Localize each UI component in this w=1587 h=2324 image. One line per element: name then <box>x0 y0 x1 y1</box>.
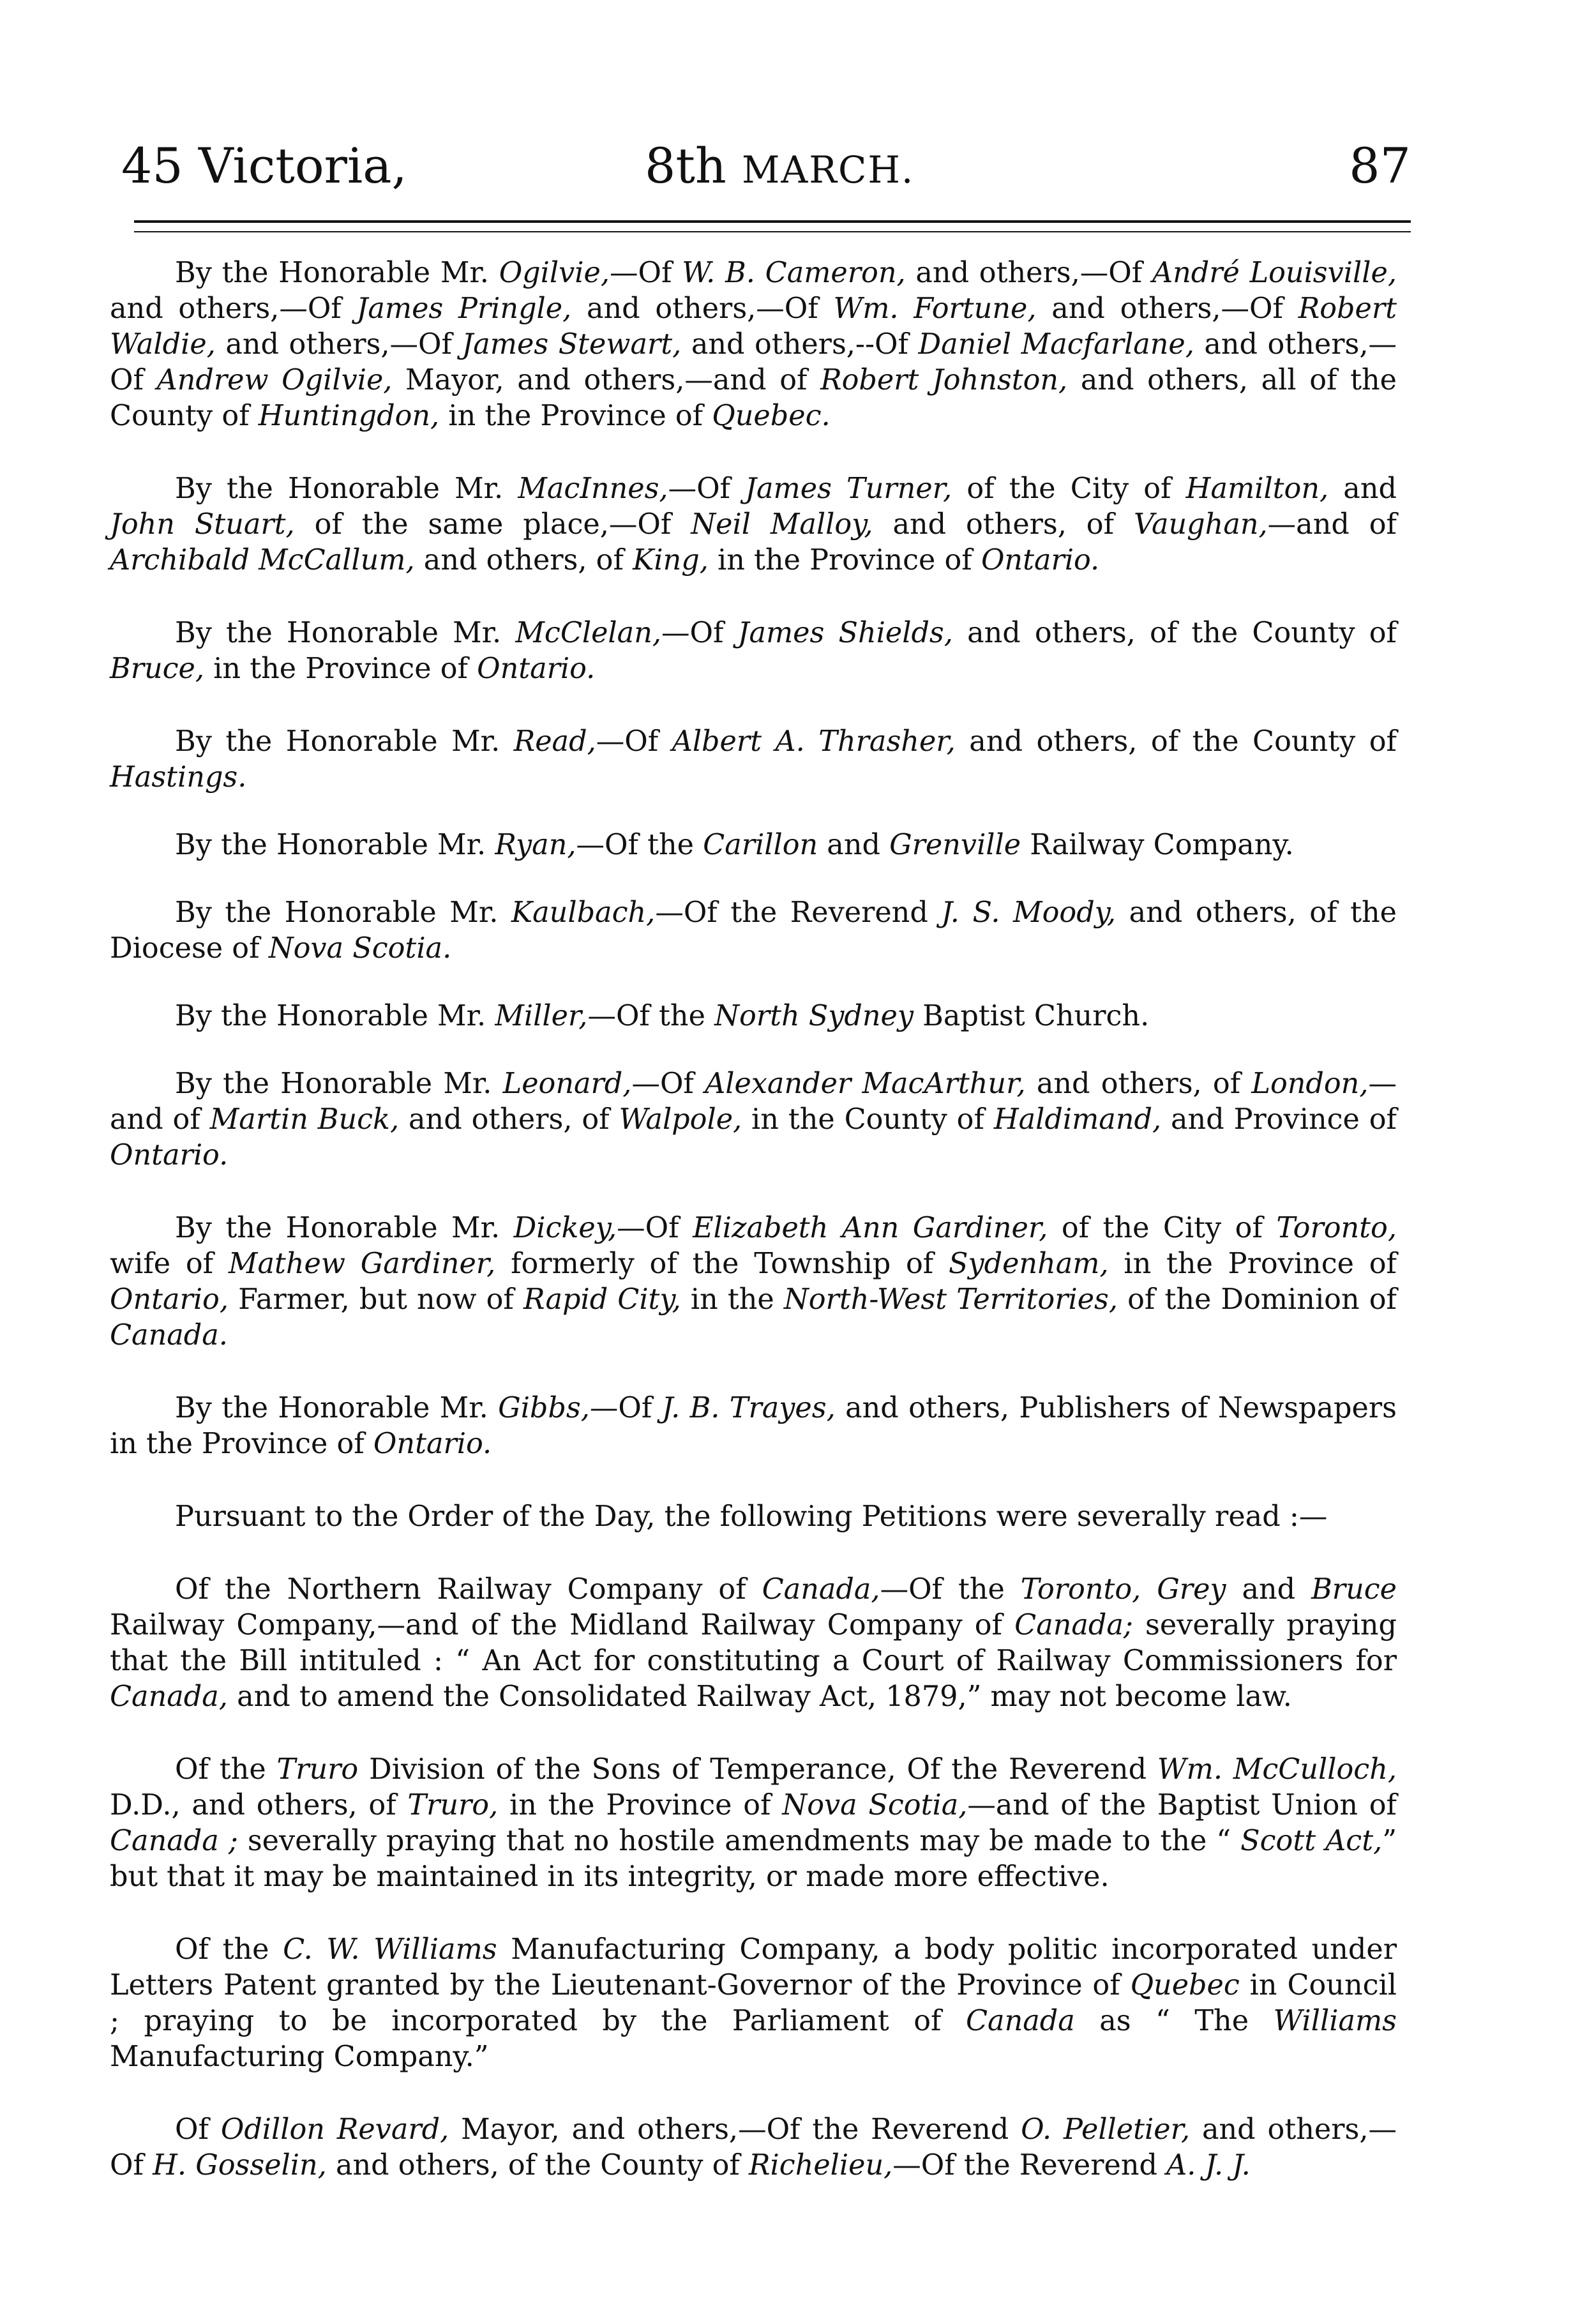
text-segment: and others,--Of <box>681 328 919 361</box>
text-segment: By the Honorable Mr. <box>175 725 514 758</box>
text-segment: and to amend the Consolidated Railway Act, 1879,” may not become law. <box>227 1680 1292 1713</box>
text-segment: and others, all of the County of <box>110 364 1397 432</box>
italic-text: Hastings. <box>110 761 247 794</box>
italic-text: Williams <box>1273 2005 1397 2037</box>
header-rule <box>134 220 1411 223</box>
italic-text: London, <box>1251 1068 1369 1100</box>
italic-text: Carillon <box>703 829 818 861</box>
italic-text: Canada. <box>110 1319 228 1352</box>
text-segment: of the City of <box>1048 1212 1277 1244</box>
text-segment: —Of <box>610 257 682 289</box>
text-segment: Railway Company,—and of the Midland Railway Company of <box>110 1609 1015 1641</box>
italic-text: Robert Johnston, <box>820 364 1068 396</box>
italic-text: Canada <box>965 2005 1075 2037</box>
italic-text: Albert A. Thrasher, <box>672 725 956 758</box>
paragraph-mcclelan <box>110 615 1397 687</box>
text-segment: —and of <box>110 1068 1397 1136</box>
text-segment: By the Honorable Mr. <box>175 896 511 929</box>
italic-text: Neil Malloy, <box>691 508 873 541</box>
paragraph-miller <box>110 999 1397 1034</box>
italic-text: J. B. Trayes, <box>661 1392 836 1424</box>
text-segment: of the same place,—Of <box>294 508 691 541</box>
text-segment: and others, of <box>1025 1068 1252 1100</box>
text-segment: Of <box>175 2113 221 2146</box>
italic-text: James Pringle, <box>356 292 572 325</box>
italic-text: J. S. Moody, <box>941 896 1117 929</box>
text-segment: By the Honorable Mr. <box>175 617 516 649</box>
italic-text: Ogilvie, <box>499 257 610 289</box>
paragraph-ogilvie <box>110 255 1397 434</box>
text-segment: —and of <box>1267 508 1397 541</box>
italic-text: Wm. Fortune, <box>833 292 1037 325</box>
session-label: 45 Victoria, <box>121 137 407 194</box>
text-segment: —Of <box>617 1212 693 1244</box>
text-segment: Railway Company. <box>1021 829 1294 861</box>
text-segment: By the Honorable Mr. <box>175 1392 499 1424</box>
italic-text: Alexander MacArthur, <box>705 1068 1026 1100</box>
text-segment: and others, Publishers of Newspapers in the Province of <box>110 1392 1397 1460</box>
italic-text: McClelan, <box>515 617 661 649</box>
italic-text: Hamilton, <box>1185 472 1329 505</box>
text-segment: and others,—Of <box>905 257 1152 289</box>
italic-text: Odillon Revard, <box>220 2113 449 2146</box>
italic-text: Scott Act, <box>1240 1825 1383 1857</box>
text-segment: wife of <box>110 1248 229 1280</box>
text-segment: of the Dominion of <box>1118 1283 1397 1316</box>
italic-text: Gibbs, <box>498 1392 590 1424</box>
italic-text: Mathew Gardiner, <box>228 1248 496 1280</box>
text-segment: and others,—Of <box>110 292 357 325</box>
text-segment: in Council ; praying to be incorporated by the Parliament of <box>110 1969 1397 2037</box>
text-segment: in the <box>681 1283 784 1316</box>
italic-text: Richelieu, <box>749 2149 893 2182</box>
text-segment: —Of <box>668 472 746 505</box>
paragraph-kaulbach <box>110 895 1397 967</box>
text-segment: By the Honorable Mr. <box>175 1068 503 1100</box>
italic-text: Canada, <box>762 1573 880 1606</box>
italic-text: W. B. Cameron, <box>682 257 906 289</box>
text-segment: and <box>818 829 890 861</box>
text-segment: By the Honorable Mr. <box>175 472 518 505</box>
text-segment: Baptist Church. <box>914 1000 1150 1032</box>
italic-text: Huntingdon, <box>258 400 440 432</box>
italic-text: Nova Scotia, <box>782 1789 968 1822</box>
text-segment: in the Province of <box>204 653 478 685</box>
text-segment: Of the <box>175 1933 283 1966</box>
text-segment: and others, of <box>414 544 633 577</box>
text-segment: Of the <box>175 1753 277 1786</box>
text-segment: and <box>1226 1573 1312 1606</box>
italic-text: Vaughan, <box>1133 508 1268 541</box>
text-segment: By the Honorable Mr. <box>175 1212 514 1244</box>
text-segment: By the Honorable Mr. <box>175 257 499 289</box>
italic-text: James Turner, <box>745 472 952 505</box>
italic-text: Canada; <box>1014 1609 1133 1641</box>
italic-text: MacInnes, <box>518 472 668 505</box>
italic-text: John Stuart, <box>110 508 295 541</box>
text-segment: and others, of the County of <box>952 617 1397 649</box>
paragraph-gibbs <box>110 1391 1397 1462</box>
text-segment: —Of <box>631 1068 705 1100</box>
italic-text: C. W. Williams <box>283 1933 497 1966</box>
text-segment: severally praying that no hostile amendments may be made to the “ <box>237 1825 1241 1857</box>
text-segment: Mayor, and others,—Of the Reverend <box>449 2113 1021 2146</box>
italic-text: A. J. J. <box>1166 2149 1251 2182</box>
italic-text: Ontario. <box>477 653 596 685</box>
text-segment: —Of <box>596 725 672 758</box>
text-segment: —Of the <box>587 1000 715 1032</box>
text-segment: and others, of the County of <box>955 725 1397 758</box>
running-header <box>121 137 1411 207</box>
italic-text: James Stewart, <box>462 328 682 361</box>
text-segment: and others,—Of <box>110 2113 1397 2182</box>
paragraph-williams <box>110 1932 1397 2075</box>
italic-text: King, <box>633 544 709 577</box>
text-segment: Division of the Sons of Temperance, Of the Reverend <box>358 1753 1157 1786</box>
text-segment: By the Honorable Mr. <box>175 1000 495 1032</box>
italic-text: O. Pelletier, <box>1021 2113 1191 2146</box>
paragraph-leonard <box>110 1066 1397 1173</box>
italic-text: Quebec. <box>712 400 831 432</box>
text-segment: and others, of the County of <box>326 2149 749 2182</box>
date-month: MARCH. <box>742 148 915 192</box>
page-body <box>110 255 1397 2184</box>
date-day: 8th <box>645 137 742 194</box>
italic-text: Canada, <box>110 1680 228 1713</box>
text-segment: in the Province of <box>498 1789 783 1822</box>
paragraph-dickey <box>110 1211 1397 1354</box>
italic-text: Kaulbach, <box>511 896 656 929</box>
italic-text: Walpole, <box>619 1103 742 1136</box>
header-rule-thin <box>134 231 1411 232</box>
text-segment: as “ The <box>1074 2005 1274 2037</box>
italic-text: Andrew Ogilvie, <box>156 364 393 396</box>
italic-text: Bruce <box>1311 1573 1397 1606</box>
italic-text: Archibald McCallum, <box>110 544 415 577</box>
text-segment: and others, of <box>873 508 1134 541</box>
text-segment: and others,—Of <box>110 328 1397 396</box>
italic-text: Ontario. <box>981 544 1100 577</box>
paragraph-ryan <box>110 827 1397 863</box>
text-segment: and <box>1328 472 1397 505</box>
text-segment: ” but that it may be maintained in its integrity, or made more effective. <box>110 1825 1397 1893</box>
italic-text: Quebec <box>1130 1969 1240 2002</box>
text-segment: —Of <box>661 617 738 649</box>
text-segment: severally praying that the Bill intituled : “ An Act for constituting a Court of Railway Commissioners for <box>110 1609 1397 1677</box>
italic-text: Ontario. <box>373 1428 492 1460</box>
italic-text: Nova Scotia. <box>268 932 452 965</box>
text-segment: and Province of <box>1161 1103 1397 1136</box>
italic-text: Ontario. <box>110 1139 229 1172</box>
text-segment: Pursuant to the Order of the Day, the following Petitions were severally read :— <box>175 1500 1328 1533</box>
italic-text: James Shields, <box>737 617 953 649</box>
text-segment: in the Province of <box>1108 1248 1397 1280</box>
text-segment: in the Province of <box>439 400 712 432</box>
text-segment: —Of the Reverend <box>892 2149 1167 2182</box>
italic-text: Sydenham, <box>948 1248 1109 1280</box>
text-segment: and others,—Of <box>1036 292 1298 325</box>
italic-text: Toronto, <box>1276 1212 1397 1244</box>
italic-text: Truro, <box>407 1789 499 1822</box>
italic-text: H. Gosselin, <box>153 2149 327 2182</box>
text-segment: and others, of <box>399 1103 619 1136</box>
italic-text: André Louisville, <box>1152 257 1397 289</box>
italic-text: Truro <box>276 1753 359 1786</box>
italic-text: Wm. McCulloch, <box>1157 1753 1397 1786</box>
paragraph-macinnes <box>110 471 1397 578</box>
text-segment: Mayor, and others,—and of <box>392 364 821 396</box>
italic-text: Daniel Macfarlane, <box>918 328 1194 361</box>
text-segment: By the Honorable Mr. <box>175 829 495 861</box>
text-segment: Manufacturing Company.” <box>110 2041 489 2073</box>
italic-text: Miller, <box>495 1000 588 1032</box>
italic-text: Ryan, <box>495 829 576 861</box>
italic-text: Martin Buck, <box>209 1103 400 1136</box>
italic-text: Haldimand, <box>993 1103 1162 1136</box>
text-segment: of the City of <box>952 472 1186 505</box>
paragraph-pursuant <box>110 1499 1397 1535</box>
text-segment: formerly of the Township of <box>495 1248 949 1280</box>
text-segment: and others,—Of <box>571 292 834 325</box>
italic-text: North-West Territories, <box>783 1283 1118 1316</box>
text-segment: —Of the Reverend <box>655 896 942 929</box>
italic-text: Grenville <box>889 829 1021 861</box>
paragraph-truro <box>110 1752 1397 1895</box>
italic-text: Canada ; <box>110 1825 238 1857</box>
text-segment: in the County of <box>742 1103 994 1136</box>
text-segment: D.D., and others, of <box>110 1789 408 1822</box>
italic-text: Toronto, Grey <box>1020 1573 1226 1606</box>
italic-text: Leonard, <box>502 1068 632 1100</box>
text-segment: —and of the Baptist Union of <box>967 1789 1397 1822</box>
text-segment: —Of the <box>576 829 703 861</box>
text-segment: Manufacturing Company, a body politic incorporated under Letters Patent granted by the Lieutenant-Governor of the Province of <box>110 1933 1397 2002</box>
text-segment: Farmer, but now of <box>229 1283 523 1316</box>
paragraph-read <box>110 724 1397 796</box>
italic-text: Robert Waldie, <box>110 292 1397 361</box>
italic-text: Bruce, <box>110 653 205 685</box>
paragraph-revard <box>110 2112 1397 2184</box>
italic-text: Read, <box>513 725 596 758</box>
text-segment: in the Province of <box>708 544 981 577</box>
italic-text: Rapid City, <box>523 1283 681 1316</box>
page-number: 87 <box>1349 137 1411 194</box>
italic-text: Elizabeth Ann Gardiner, <box>693 1212 1048 1244</box>
date-label <box>645 137 914 194</box>
paragraph-northern-railway <box>110 1572 1397 1715</box>
italic-text: North Sydney <box>714 1000 914 1032</box>
italic-text: Ontario, <box>110 1283 229 1316</box>
italic-text: Dickey, <box>513 1212 617 1244</box>
text-segment: —Of <box>589 1392 662 1424</box>
text-segment: Of the Northern Railway Company of <box>175 1573 762 1606</box>
text-segment: —Of the <box>880 1573 1021 1606</box>
text-segment: and others, of the Diocese of <box>110 896 1397 965</box>
text-segment: and others,—Of <box>215 328 462 361</box>
